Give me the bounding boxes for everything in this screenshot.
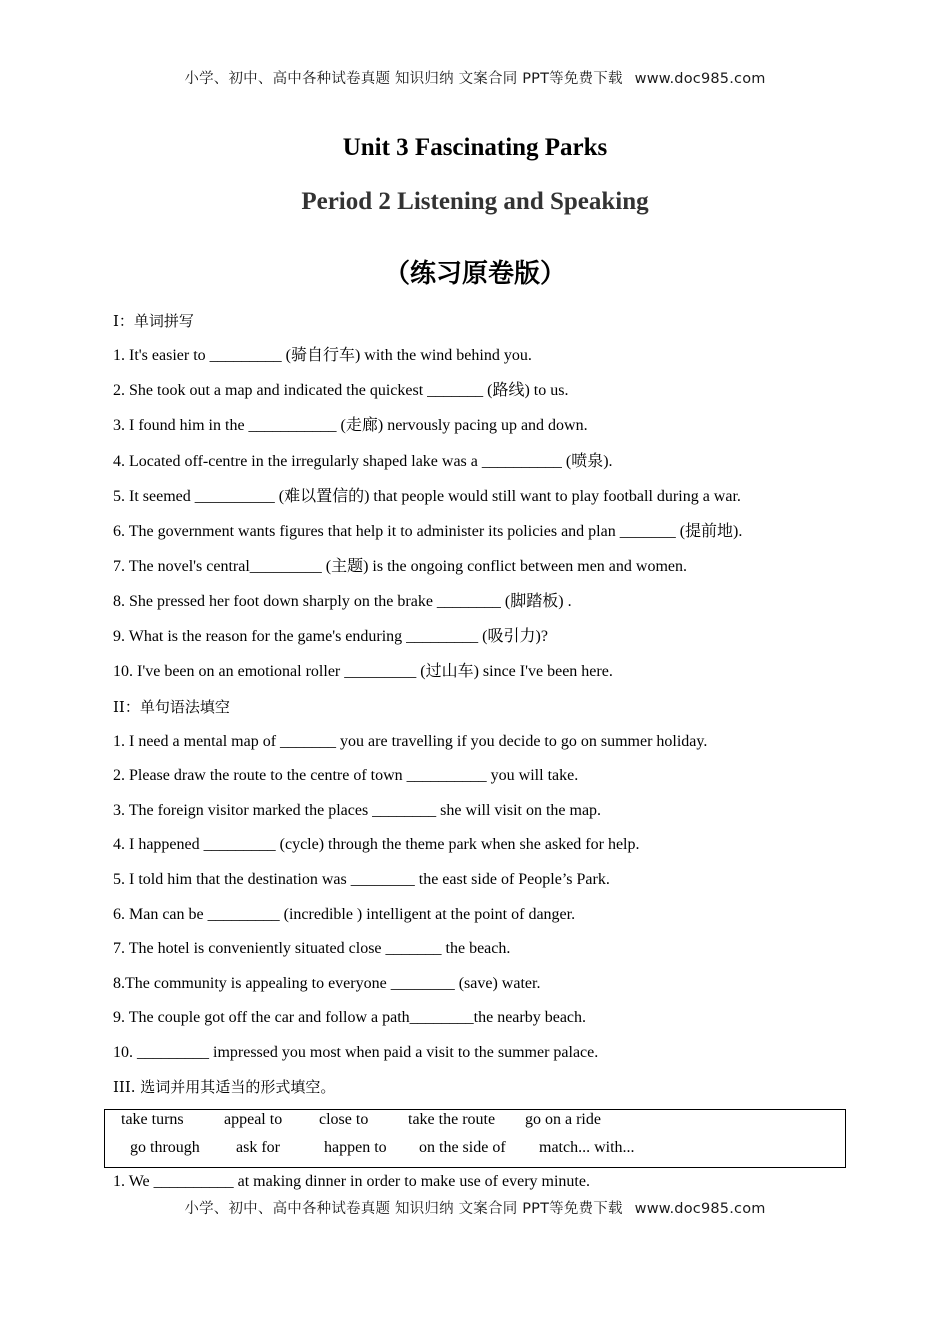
s3-item-1: 1. We __________ at making dinner in order to make use of every minute. xyxy=(113,1173,590,1190)
s2-item-2: 2. Please draw the route to the centre of town __________ you will take. xyxy=(113,767,579,784)
s2-item-1: 1. I need a mental map of _______ you are travelling if you decide to go on summer holiday. xyxy=(113,733,708,750)
s1-item-7: 7. The novel's central_________ (主题) is the ongoing conflict between men and women. xyxy=(113,558,688,575)
footer-url[interactable]: www.doc985.com xyxy=(634,1201,766,1217)
section3-heading: III. 选词并用其适当的形式填空。 xyxy=(113,1078,336,1096)
footer-text: 小学、初中、高中各种试卷真题 知识归纳 文案合同 PPT等免费下载 xyxy=(184,1201,623,1217)
unit-title: Unit 3 Fascinating Parks xyxy=(342,134,608,161)
header-text: 小学、初中、高中各种试卷真题 知识归纳 文案合同 PPT等免费下载 xyxy=(184,71,623,87)
phrase-take-the-route: take the route xyxy=(408,1111,496,1128)
s1-item-2: 2. She took out a map and indicated the quickest _______ (路线) to us. xyxy=(113,382,569,399)
s2-item-6: 6. Man can be _________ (incredible ) intelligent at the point of danger. xyxy=(113,906,576,923)
s1-item-6: 6. The government wants figures that help it to administer its policies and plan _______ (提前地). xyxy=(113,523,743,540)
phrase-on-the-side-of: on the side of xyxy=(419,1139,506,1156)
phrase-go-through: go through xyxy=(130,1139,200,1156)
phrase-close-to: close to xyxy=(319,1111,369,1128)
period-title: Period 2 Listening and Speaking xyxy=(301,188,649,215)
phrase-ask-for: ask for xyxy=(236,1139,280,1156)
s2-item-7: 7. The hotel is conveniently situated close _______ the beach. xyxy=(113,940,511,957)
section1-heading: I：单词拼写 xyxy=(113,312,194,330)
phrase-take-turns: take turns xyxy=(121,1111,184,1128)
s1-item-9: 9. What is the reason for the game's enduring _________ (吸引力)? xyxy=(113,628,548,645)
s1-item-4: 4. Located off-centre in the irregularly shaped lake was a __________ (喷泉). xyxy=(113,453,613,470)
s1-item-5: 5. It seemed __________ (难以置信的) that people would still want to play football during a war. xyxy=(113,488,741,505)
phrase-go-on-a-ride: go on a ride xyxy=(525,1111,601,1128)
phrase-happen-to: happen to xyxy=(324,1139,387,1156)
header-url[interactable]: www.doc985.com xyxy=(634,71,766,87)
s2-item-5: 5. I told him that the destination was ________ the east side of People’s Park. xyxy=(113,871,610,888)
s1-item-8: 8. She pressed her foot down sharply on the brake ________ (脚踏板) . xyxy=(113,593,572,610)
phrase-appeal-to: appeal to xyxy=(224,1111,283,1128)
s2-item-10: 10. _________ impressed you most when paid a visit to the summer palace. xyxy=(113,1044,599,1061)
s1-item-1: 1. It's easier to _________ (骑自行车) with the wind behind you. xyxy=(113,347,532,364)
s2-item-9: 9. The couple got off the car and follow a path________the nearby beach. xyxy=(113,1009,587,1026)
s2-item-4: 4. I happened _________ (cycle) through the theme park when she asked for help. xyxy=(113,836,640,853)
s2-item-3: 3. The foreign visitor marked the places ________ she will visit on the map. xyxy=(113,802,602,819)
s2-item-8: 8.The community is appealing to everyone ________ (save) water. xyxy=(113,975,541,992)
section2-heading: II：单句语法填空 xyxy=(113,698,230,716)
version-title: （练习原卷版） xyxy=(383,259,566,289)
phrase-match-with: match... with... xyxy=(539,1139,635,1156)
s1-item-10: 10. I've been on an emotional roller _________ (过山车) since I've been here. xyxy=(113,663,613,680)
s1-item-3: 3. I found him in the ___________ (走廊) nervously pacing up and down. xyxy=(113,417,588,434)
page-header xyxy=(0,67,950,88)
page-footer xyxy=(0,1197,950,1218)
